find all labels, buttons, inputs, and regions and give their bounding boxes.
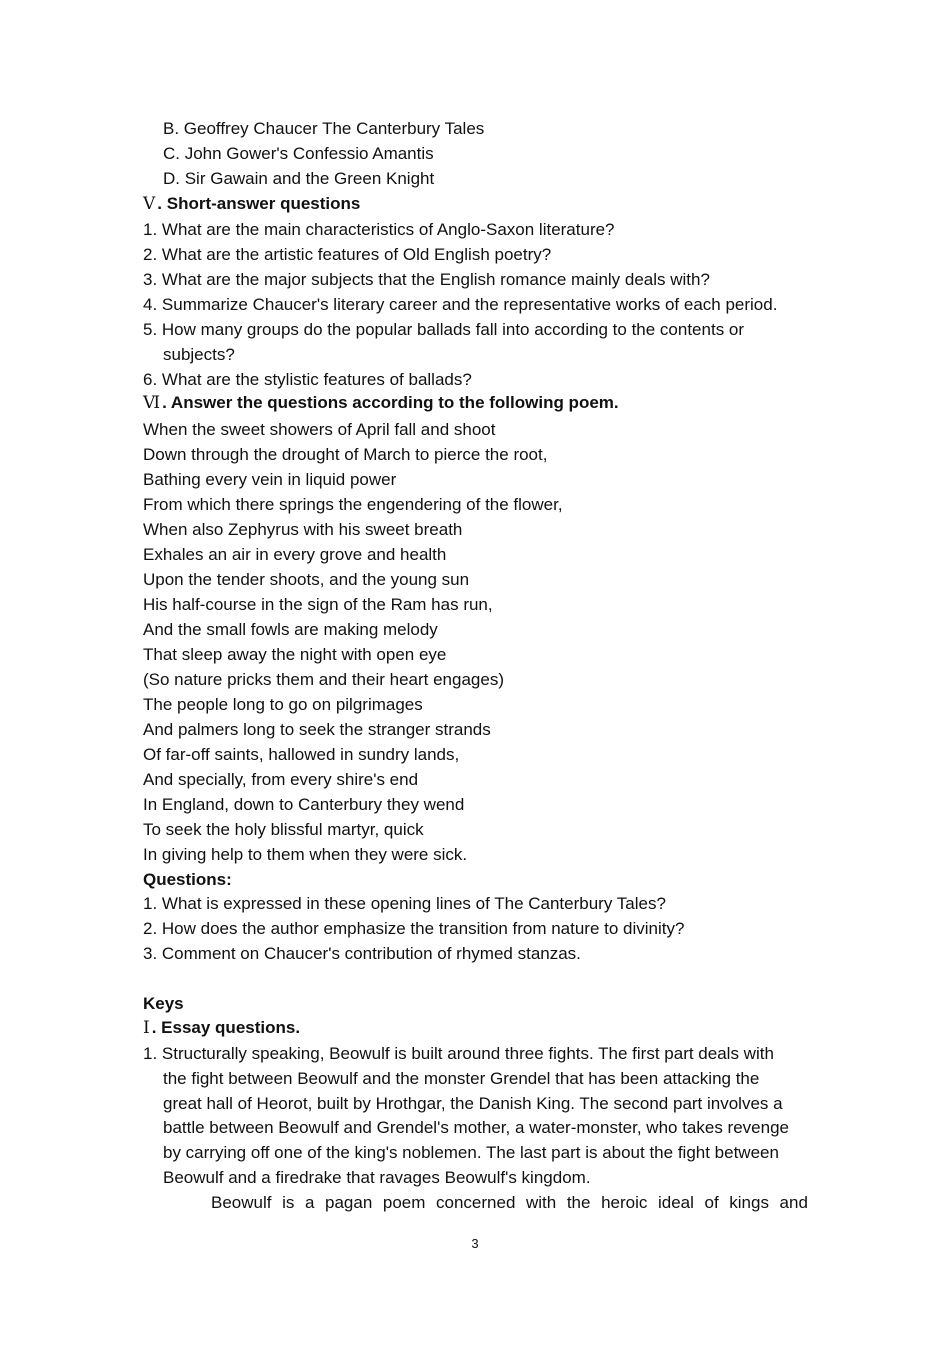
word: pagan bbox=[325, 1193, 373, 1212]
poem-line: Of far-off saints, hallowed in sundry lands, bbox=[143, 745, 460, 764]
keys-section-1-heading bbox=[143, 1017, 300, 1039]
short-answer-q5: 5. How many groups do the popular ballads fall into according to the contents or bbox=[143, 320, 745, 339]
word: with bbox=[526, 1193, 557, 1212]
option-d: D. Sir Gawain and the Green Knight bbox=[163, 169, 435, 188]
word: heroic bbox=[601, 1193, 648, 1212]
answer-1-line: great hall of Heorot, built by Hrothgar, the Danish King. The second part involves a bbox=[163, 1094, 783, 1113]
poem-line: And specially, from every shire's end bbox=[143, 770, 419, 789]
poem-line: Down through the drought of March to pierce the root, bbox=[143, 445, 548, 464]
poem-line: In England, down to Canterbury they wend bbox=[143, 795, 465, 814]
short-answer-q1: 1. What are the main characteristics of Anglo-Saxon literature? bbox=[143, 220, 615, 239]
poem-line: Exhales an air in every grove and health bbox=[143, 545, 447, 564]
answer-1-line: the fight between Beowulf and the monster Grendel that has been attacking the bbox=[163, 1069, 760, 1088]
word: the bbox=[566, 1193, 591, 1212]
questions-heading: Questions: bbox=[143, 870, 232, 889]
option-b: B. Geoffrey Chaucer The Canterbury Tales bbox=[163, 119, 485, 138]
poem-question-3: 3. Comment on Chaucer's contribution of rhymed stanzas. bbox=[143, 944, 581, 963]
word: Beowulf bbox=[211, 1193, 272, 1212]
poem-line: (So nature pricks them and their heart engages) bbox=[143, 670, 504, 689]
option-c: C. John Gower's Confessio Amantis bbox=[163, 144, 434, 163]
section-5-title: . Short-answer questions bbox=[157, 194, 361, 213]
short-answer-q5-continued: subjects? bbox=[163, 345, 235, 364]
poem-question-1: 1. What is expressed in these opening lines of The Canterbury Tales? bbox=[143, 894, 666, 913]
poem-line: In giving help to them when they were sick. bbox=[143, 845, 468, 864]
poem-line: When the sweet showers of April fall and shoot bbox=[143, 420, 496, 439]
poem-line: Upon the tender shoots, and the young sun bbox=[143, 570, 470, 589]
short-answer-q2: 2. What are the artistic features of Old English poetry? bbox=[143, 245, 552, 264]
poem-line: When also Zephyrus with his sweet breath bbox=[143, 520, 463, 539]
answer-1-line: by carrying off one of the king's noblemen. The last part is about the fight between bbox=[163, 1143, 779, 1162]
keys-section-1-numeral: Ⅰ bbox=[143, 1018, 150, 1038]
answer-1-line: Beowulf and a firedrake that ravages Beowulf's kingdom. bbox=[163, 1168, 591, 1187]
poem-line: From which there springs the engendering of the flower, bbox=[143, 495, 563, 514]
word: kings bbox=[729, 1193, 769, 1212]
word: poem bbox=[382, 1193, 426, 1212]
answer-1-line: battle between Beowulf and Grendel's mother, a water-monster, who takes revenge bbox=[163, 1118, 789, 1137]
short-answer-q4: 4. Summarize Chaucer's literary career and the representative works of each period. bbox=[143, 295, 778, 314]
section-5-heading bbox=[143, 193, 360, 215]
poem-line: And palmers long to seek the stranger strands bbox=[143, 720, 491, 739]
poem-line: And the small fowls are making melody bbox=[143, 620, 438, 639]
poem-line: Bathing every vein in liquid power bbox=[143, 470, 397, 489]
poem-line: His half-course in the sign of the Ram has run, bbox=[143, 595, 493, 614]
section-6-title: . Answer the questions according to the following poem. bbox=[162, 393, 619, 412]
section-5-numeral: Ⅴ bbox=[143, 194, 156, 214]
answer-1-line: 1. Structurally speaking, Beowulf is built around three fights. The first part deals with bbox=[143, 1044, 774, 1063]
page-number: 3 bbox=[471, 1236, 479, 1251]
word: is bbox=[282, 1193, 295, 1212]
answer-1-paragraph-2 bbox=[211, 1192, 808, 1214]
poem-line: The people long to go on pilgrimages bbox=[143, 695, 423, 714]
section-6-numeral: Ⅵ bbox=[143, 393, 161, 413]
word: ideal bbox=[657, 1193, 694, 1212]
poem-line: To seek the holy blissful martyr, quick bbox=[143, 820, 424, 839]
word: a bbox=[304, 1193, 315, 1212]
short-answer-q6: 6. What are the stylistic features of ballads? bbox=[143, 370, 472, 389]
word: of bbox=[704, 1193, 719, 1212]
poem-question-2: 2. How does the author emphasize the transition from nature to divinity? bbox=[143, 919, 685, 938]
word: and bbox=[779, 1193, 808, 1212]
short-answer-q3: 3. What are the major subjects that the English romance mainly deals with? bbox=[143, 270, 710, 289]
poem-line: That sleep away the night with open eye bbox=[143, 645, 447, 664]
keys-section-1-title: . Essay questions. bbox=[151, 1018, 301, 1037]
keys-heading: Keys bbox=[143, 994, 184, 1013]
word: concerned bbox=[436, 1193, 516, 1212]
section-6-heading bbox=[143, 392, 619, 414]
